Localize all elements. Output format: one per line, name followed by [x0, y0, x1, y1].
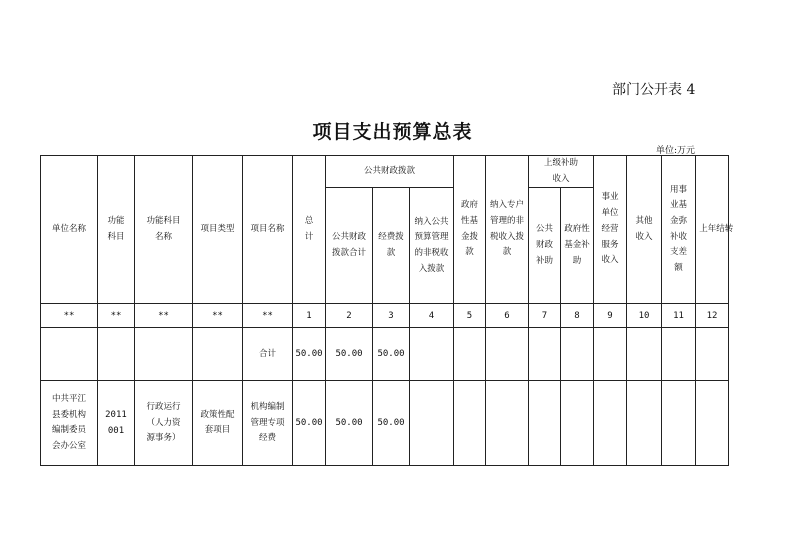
col-header-other-income: 其他收入: [627, 156, 662, 304]
row-unit-name: 中共平江县委机构编制委员会办公室: [41, 381, 98, 466]
table-cell: [696, 381, 729, 466]
row-func-code: 2011001: [98, 381, 135, 466]
table-cell: [529, 328, 561, 381]
col-header-superior-gov-fund: 政府性基金补助: [561, 188, 594, 304]
table-cell: [41, 328, 98, 381]
col-header-budget-non-tax: 纳入公共预算管理的非税收入拨款: [410, 188, 454, 304]
table-cell: [627, 328, 662, 381]
col-header-unit-name: 单位名称: [41, 156, 98, 304]
row-func-name: 行政运行（人力资源事务）: [135, 381, 193, 466]
row-public-fiscal: 50.00: [326, 381, 373, 466]
table-cell: [454, 328, 486, 381]
col-header-gov-fund: 政府性基金拨款: [454, 156, 486, 304]
index-cell: 2: [326, 304, 373, 328]
table-row: [41, 381, 729, 466]
col-header-special-non-tax: 纳入专户管理的非税收入拨款: [486, 156, 529, 304]
col-header-project-name: 项目名称: [243, 156, 293, 304]
table-cell: [662, 381, 696, 466]
col-header-superior-public: 公共财政补助: [529, 188, 561, 304]
col-header-public-fiscal-total: 公共财政拨款合计: [326, 188, 373, 304]
index-cell: 11: [662, 304, 696, 328]
col-header-func-code: 功能科目: [98, 156, 135, 304]
table-cell: [98, 328, 135, 381]
index-cell: 3: [373, 304, 410, 328]
col-header-funding: 经费拨款: [373, 188, 410, 304]
index-cell: 7: [529, 304, 561, 328]
table-cell: [193, 328, 243, 381]
table-cell: [135, 328, 193, 381]
total-label: 合计: [243, 328, 293, 381]
unit-label: 单位:万元: [656, 146, 696, 156]
table-cell: [662, 328, 696, 381]
col-header-func-name: 功能科目名称: [135, 156, 193, 304]
index-cell: **: [41, 304, 98, 328]
index-cell: **: [98, 304, 135, 328]
row-project-name: 机构编制管理专项经费: [243, 381, 293, 466]
col-header-total: 总计: [293, 156, 326, 304]
budget-table: [40, 155, 734, 466]
col-header-business-income: 事业单位经营服务收入: [594, 156, 627, 304]
table-cell: [529, 381, 561, 466]
index-row: [41, 304, 729, 328]
index-cell: **: [135, 304, 193, 328]
index-cell: 4: [410, 304, 454, 328]
table-cell: [594, 328, 627, 381]
table-cell: [486, 328, 529, 381]
index-cell: 5: [454, 304, 486, 328]
table-cell: [561, 328, 594, 381]
total-row: [41, 328, 729, 381]
table-cell: [627, 381, 662, 466]
table-cell: [454, 381, 486, 466]
index-cell: 8: [561, 304, 594, 328]
col-header-public-fiscal: 公共财政拨款: [326, 156, 454, 188]
table-cell: [561, 381, 594, 466]
col-header-superior-subsidy: 上级补助收入: [529, 156, 594, 188]
header-row-1: [41, 156, 729, 188]
index-cell: 10: [627, 304, 662, 328]
table-cell: [410, 328, 454, 381]
total-amount: 50.00: [293, 328, 326, 381]
total-public-fiscal: 50.00: [326, 328, 373, 381]
index-cell: 6: [486, 304, 529, 328]
table-number-label: 部门公开表 4: [612, 82, 696, 98]
row-project-type: 政策性配套项目: [193, 381, 243, 466]
total-funding: 50.00: [373, 328, 410, 381]
col-header-balance-fund: 用事业基金弥补收支差额: [662, 156, 696, 304]
col-header-last-year-carry: 上年结转: [696, 156, 729, 304]
col-header-project-type: 项目类型: [193, 156, 243, 304]
index-cell: 12: [696, 304, 729, 328]
index-cell: 9: [594, 304, 627, 328]
table-cell: [594, 381, 627, 466]
table-cell: [486, 381, 529, 466]
row-total: 50.00: [293, 381, 326, 466]
table-cell: [696, 328, 729, 381]
index-cell: 1: [293, 304, 326, 328]
page-title: 项目支出预算总表: [312, 121, 473, 143]
table-cell: [410, 381, 454, 466]
index-cell: **: [243, 304, 293, 328]
row-funding: 50.00: [373, 381, 410, 466]
index-cell: **: [193, 304, 243, 328]
